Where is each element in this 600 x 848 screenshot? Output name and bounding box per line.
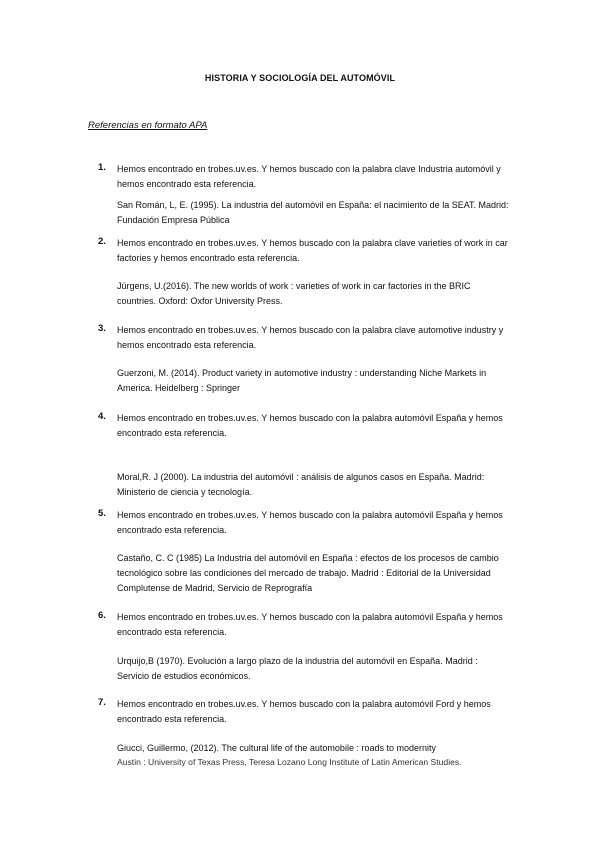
list-item-text: Hemos encontrado en trobes.uv.es. Y hemos buscado con la palabra clave Industria automóvil y hemos encontrado esta referencia. [117,164,501,189]
list-item-number: 7. [98,697,106,708]
reference-citation: Jürgens, U.(2016). The new worlds of work : varieties of work in car factories in the BRIC countries. Oxford: Oxfor University Press. [117,281,471,306]
reference-line-1: Giucci, Guillermo, (2012). The cultural life of the automobile : roads to modernity [117,743,436,753]
list-item-number: 3. [98,323,106,334]
reference-citation: Guerzoni, M. (2014). Product variety in automotive industry : understanding Niche Markets in America. Heidelberg : Springer [117,368,487,393]
reference-citation: San Román, L, E. (1995). La industria del automóvil en España: el nacimiento de la SEAT. Madrid: Fundación Empresa Pública [117,200,509,225]
list-item-number: 4. [98,411,106,422]
document-subtitle: Referencias en formato APA [88,120,208,131]
list-item-text: Hemos encontrado en trobes.uv.es. Y hemos buscado con la palabra automóvil Ford y hemos encontrado esta referencia. [117,699,491,724]
list-item-number: 6. [98,610,106,621]
document-title: HISTORIA Y SOCIOLOGÍA DEL AUTOMÓVIL [204,73,396,83]
list-item-text: Hemos encontrado en trobes.uv.es. Y hemos buscado con la palabra automóvil España y hemos encontrado esta referencia. [117,612,503,637]
reference-citation [117,741,517,770]
reference-citation: Moral,R. J (2000). La industria del automóvil : análisis de algunos casos en España. Madrid: Ministerio de ciencia y tecnología. [117,472,485,497]
reference-citation: Urquijo,B (1970). Evolución a largo plazo de la industria del automóvil en España. Madrid : Servicio de estudios económicos. [117,656,478,681]
list-item-number: 1. [98,162,106,173]
list-item-number: 2. [98,236,106,247]
reference-citation: Castaño, C. C (1985) La Industria del automóvil en España : efectos de los procesos de cambio tecnológico sobre las condiciones del mercado de trabajo. Madrid : Editorial de la Universidad Complutense de Madrid, Servicio de Reprografía [117,553,499,593]
list-item-text: Hemos encontrado en trobes.uv.es. Y hemos buscado con la palabra clave varieties of work in car factories y hemos encontrado esta referencia. [117,238,508,263]
reference-line-2: Austin : University of Texas Press, Teresa Lozano Long Institute of Latin American Studies. [117,757,462,767]
list-item-number: 5. [98,508,106,519]
list-item-text: Hemos encontrado en trobes.uv.es. Y hemos buscado con la palabra automóvil España y hemos encontrado esta referencia. [117,413,503,438]
list-item-text: Hemos encontrado en trobes.uv.es. Y hemos buscado con la palabra clave automotive industry y hemos encontrado esta referencia. [117,325,504,350]
list-item-text: Hemos encontrado en trobes.uv.es. Y hemos buscado con la palabra automóvil España y hemos encontrado esta referencia. [117,510,503,535]
